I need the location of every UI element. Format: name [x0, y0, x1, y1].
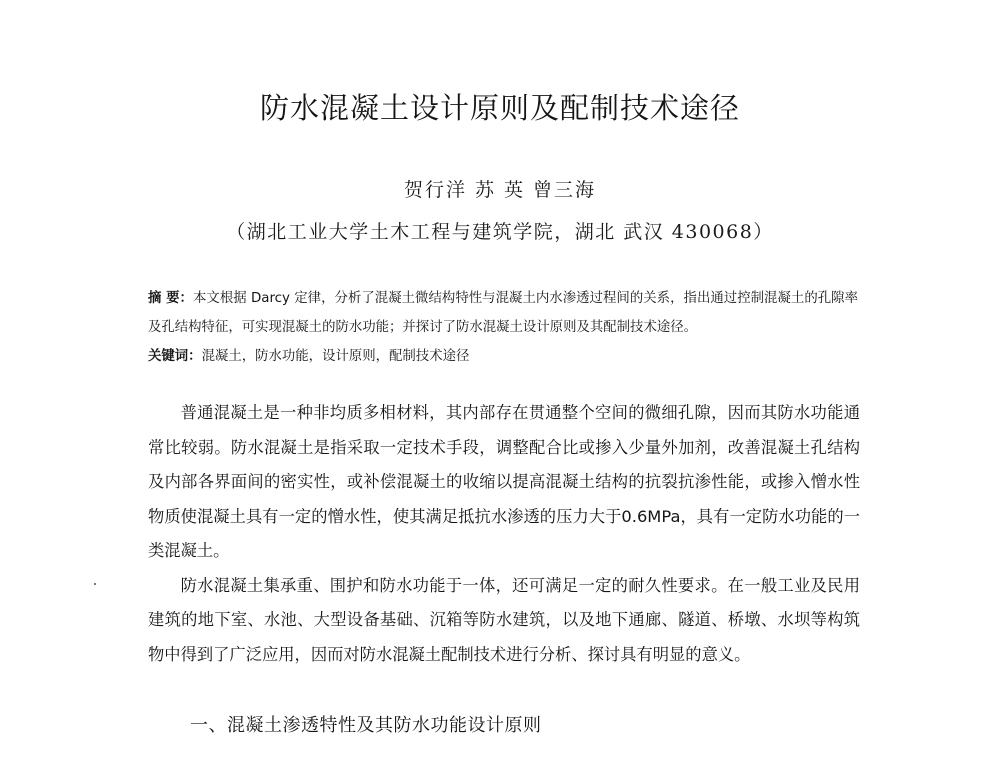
- keywords-label: 关键词：: [148, 349, 202, 364]
- body-paragraph: 普通混凝土是一种非均质多相材料，其内部存在贯通整个空间的微细孔隙，因而其防水功能通常比较弱。防水混凝土是指采取一定技术手段，调整配合比或掺入少量外加剂，改善混凝土孔结构及内部各界面间的密实性，或补偿混凝土的收缩以提高混凝土结构的抗裂抗渗性能，或掺入憎水性物质使混凝土具有一定的憎水性，使其满足抵抗水渗透的压力大于0.6MPa，具有一定防水功能的一类混凝土。: [148, 403, 860, 560]
- body-text: [148, 396, 860, 672]
- body-paragraph: 防水混凝土集承重、围护和防水功能于一体，还可满足一定的耐久性要求。在一般工业及民用建筑的地下室、水池、大型设备基础、沉箱等防水建筑，以及地下通廊、隧道、桥墩、水坝等构筑物中得到了广泛应用，因而对防水混凝土配制技术进行分析、探讨具有明显的意义。: [148, 575, 860, 664]
- keywords-text: 混凝土，防水功能，设计原则，配制技术途径: [201, 349, 470, 364]
- keywords-block: [148, 342, 858, 371]
- abstract-label: 摘 要：: [148, 291, 193, 306]
- abstract-block: [148, 284, 858, 342]
- abstract-text: 本文根据 Darcy 定律，分析了混凝土微结构特性与混凝土内水渗透过程间的关系，指出通过控制混凝土的孔隙率及孔结构特征，可实现混凝土的防水功能；并探讨了防水混凝土设计原则及其配制技术途径。: [148, 291, 858, 335]
- scan-speck: [94, 583, 96, 585]
- paper-title: 防水混凝土设计原则及配制技术途径: [259, 91, 740, 125]
- section-heading: 一、混凝土渗透特性及其防水功能设计原则: [190, 715, 542, 736]
- author-affiliation: （湖北工业大学土木工程与建筑学院，湖北 武汉 430068）: [226, 221, 774, 243]
- author-list: 贺行洋 苏 英 曾三海: [403, 179, 597, 201]
